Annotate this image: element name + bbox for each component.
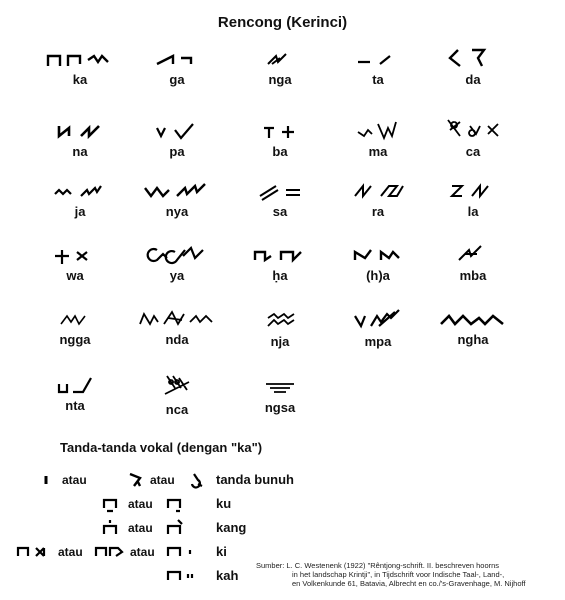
- wa-glyph-icon: [45, 246, 105, 266]
- letter-mpa: [323, 306, 433, 349]
- letter-label: ra: [371, 204, 385, 219]
- ya-glyph-icon: [137, 242, 217, 266]
- letter-ra: [323, 182, 433, 219]
- nca-glyph-icon: [147, 372, 207, 400]
- bunuh-mark-icon: [40, 470, 54, 490]
- letter-ca: [418, 116, 528, 159]
- letter-mba: [418, 242, 528, 283]
- ra-glyph-icon: [343, 182, 413, 202]
- nda-glyph-icon: [132, 306, 222, 330]
- vowel-name: kah: [216, 568, 239, 583]
- letter-label: nga: [268, 72, 292, 87]
- letter-label: da: [465, 72, 481, 87]
- letter-pa: [122, 122, 232, 159]
- bunuh-alt2-icon: [186, 470, 206, 490]
- ta-glyph-icon: [348, 50, 408, 70]
- nga-glyph-icon: [250, 50, 310, 70]
- atau-label: atau: [128, 521, 153, 535]
- letter-na: [25, 122, 135, 159]
- letter-ya: [122, 242, 232, 283]
- vowel-row-kang: [0, 518, 565, 538]
- la-glyph-icon: [438, 182, 508, 202]
- kang-alt-icon: [164, 518, 186, 538]
- vowel-section-title: Tanda-tanda vokal (dengan "ka"): [60, 440, 263, 455]
- ca-glyph-icon: [438, 116, 508, 142]
- letter-label: nda: [165, 332, 189, 347]
- letter-h-a: [323, 246, 433, 283]
- atau-label: atau: [128, 497, 153, 511]
- ha-glyph-icon: [245, 246, 315, 266]
- atau-label: atau: [130, 545, 155, 559]
- letter-label: nca: [165, 402, 189, 417]
- source-citation: [256, 561, 556, 588]
- letter-label: mpa: [364, 334, 392, 349]
- letter-ga: [122, 50, 232, 87]
- letter-label: (h)a: [366, 268, 390, 283]
- letter-label: pa: [169, 144, 185, 159]
- source-line-3: en Volkenkunde 61, Batavia, Albrecht en co./'s-Gravenhage, M. Nijhoff: [292, 579, 526, 588]
- atau-label: atau: [150, 473, 175, 487]
- ki-alt2-icon: [164, 542, 200, 562]
- letter-label: ngga: [59, 332, 91, 347]
- letter-label: ga: [169, 72, 185, 87]
- kang-glyph-icon: [100, 518, 122, 538]
- letter-label: ḥa: [272, 268, 288, 283]
- letter-nta: [20, 372, 130, 413]
- ja-glyph-icon: [45, 182, 115, 202]
- letter-label: ja: [74, 204, 86, 219]
- letter-ngga: [20, 310, 130, 347]
- letter-label: ta: [372, 72, 384, 87]
- letter-ngsa: [225, 378, 335, 415]
- ngsa-glyph-icon: [250, 378, 310, 398]
- ba-glyph-icon: [250, 122, 310, 142]
- ga-glyph-icon: [147, 50, 207, 70]
- letter-label: na: [72, 144, 88, 159]
- vowel-name: kang: [216, 520, 247, 535]
- letter-wa: [20, 246, 130, 283]
- kah-glyph-icon: [164, 566, 204, 586]
- letter-nda: [122, 306, 232, 347]
- letter-nca: [122, 372, 232, 417]
- letter-ka: [25, 50, 135, 87]
- letter-label: ba: [272, 144, 288, 159]
- page-title: Rencong (Kerinci): [217, 14, 348, 31]
- atau-label: atau: [62, 473, 87, 487]
- ki-glyph-icon: [14, 542, 54, 562]
- letter-ba: [225, 122, 335, 159]
- letter-label: nta: [65, 398, 85, 413]
- letter-label: ngsa: [264, 400, 296, 415]
- atau-label: atau: [58, 545, 83, 559]
- ma-glyph-icon: [348, 118, 408, 142]
- letter-ngha: [418, 310, 528, 347]
- letter-label: ngha: [457, 332, 489, 347]
- source-line-2: in het landschap Krintji", in Tijdschrift voor Indische Taal-, Land-,: [292, 570, 505, 579]
- vowel-row-ku: [0, 494, 565, 514]
- ngga-glyph-icon: [45, 310, 105, 330]
- da-glyph-icon: [438, 46, 508, 70]
- vowel-row-tanda-bunuh: [0, 470, 565, 490]
- letter-label: ca: [465, 144, 481, 159]
- mba-glyph-icon: [443, 242, 503, 266]
- letter-nga: [225, 50, 335, 87]
- letter-ja: [25, 182, 135, 219]
- letter-label: la: [467, 204, 479, 219]
- nya-glyph-icon: [137, 182, 217, 202]
- letter-la: [418, 182, 528, 219]
- ki-alt1-icon: [92, 542, 128, 562]
- letter-label: nya: [165, 204, 189, 219]
- vowel-name: ki: [216, 544, 227, 559]
- letter-sa: [225, 182, 335, 219]
- letter-nya: [122, 182, 232, 219]
- letter-label: nja: [270, 334, 290, 349]
- letter-label: ma: [368, 144, 388, 159]
- ku-glyph-icon: [100, 494, 122, 514]
- na-glyph-icon: [45, 122, 115, 142]
- source-line-1: Sumber: L. C. Westenenk (1922) "Rêntjong-schrift. II. beschreven hoorns: [256, 561, 500, 570]
- mpa-glyph-icon: [343, 306, 413, 332]
- letter-ha-dot: [225, 246, 335, 283]
- sa-glyph-icon: [250, 182, 310, 202]
- vowel-name: tanda bunuh: [216, 472, 294, 487]
- ngha-glyph-icon: [433, 310, 513, 330]
- bunuh-alt1-icon: [126, 470, 146, 490]
- letter-label: sa: [272, 204, 288, 219]
- letter-ma: [323, 118, 433, 159]
- vowel-name: ku: [216, 496, 232, 511]
- letter-label: mba: [459, 268, 487, 283]
- letter-label: ya: [169, 268, 185, 283]
- ka-glyph-icon: [40, 50, 120, 70]
- h-a-glyph-icon: [343, 246, 413, 266]
- letter-nja: [225, 308, 335, 349]
- ku-alt-icon: [164, 494, 186, 514]
- letter-label: ka: [72, 72, 88, 87]
- nja-glyph-icon: [250, 308, 310, 332]
- vowel-row-ki: [0, 542, 565, 562]
- letter-label: wa: [66, 268, 84, 283]
- letter-da: [418, 46, 528, 87]
- nta-glyph-icon: [45, 372, 105, 396]
- letter-ta: [323, 50, 433, 87]
- pa-glyph-icon: [147, 122, 207, 142]
